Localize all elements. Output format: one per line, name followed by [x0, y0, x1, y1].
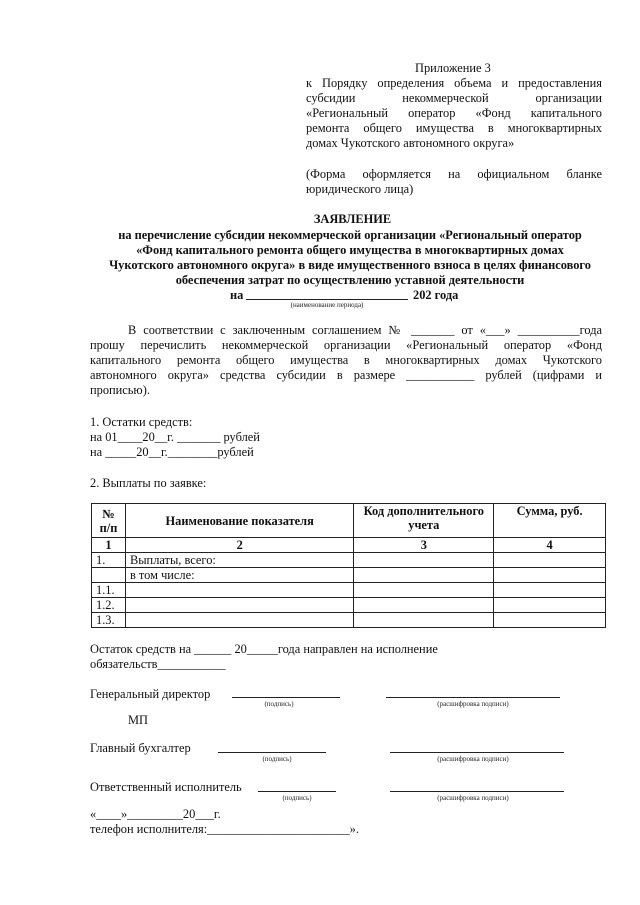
accountant-decoding-caption: (расшифровка подписи)	[437, 755, 509, 763]
row-indicator[interactable]	[125, 613, 353, 628]
stamp-label: МП	[128, 713, 148, 727]
row-amount[interactable]	[494, 583, 606, 598]
balance-line-end: на _____20__г.________рублей	[90, 445, 254, 459]
header-indicator: Наименование показателя	[125, 504, 353, 538]
period-prefix: на	[230, 288, 244, 302]
appendix-line: домах Чукотского автономного округа»	[306, 136, 515, 150]
col-number-2: 2	[125, 538, 353, 553]
statement-heading: ЗАЯВЛЕНИЕ	[313, 212, 392, 226]
request-paragraph	[90, 323, 602, 398]
period-field[interactable]	[246, 299, 408, 300]
accountant-signature-caption: (подпись)	[262, 755, 292, 763]
row-indicator: в том числе:	[125, 568, 353, 583]
subtitle-line: «Фонд капитального ремонта общего имущества в многоквартирных домах	[136, 243, 564, 257]
executor-decoding-field[interactable]	[390, 791, 564, 792]
director-decoding-caption: (расшифровка подписи)	[437, 700, 509, 708]
balances-heading: 1. Остатки средств:	[90, 415, 193, 429]
phone-line[interactable]: телефон исполнителя:_______________________».	[90, 822, 359, 836]
executor-signature-caption: (подпись)	[282, 794, 312, 802]
row-indicator[interactable]	[125, 583, 353, 598]
appendix-line: субсидии некоммерческой организации	[306, 91, 602, 105]
balance-line-start: на 01____20__г. _______ рублей	[90, 430, 260, 444]
form-note	[306, 167, 602, 197]
director-signature-field[interactable]	[232, 697, 340, 698]
remainder-line: Остаток средств на ______ 20_____года направлен на исполнение	[90, 642, 438, 656]
header-code: Код дополнительного учета	[354, 504, 494, 538]
executor-signature-field[interactable]	[258, 791, 336, 792]
request-line: прописью).	[90, 383, 150, 397]
request-line: прошу перечислить некоммерческой организации «Региональный оператор «Фонд	[90, 338, 602, 352]
appendix-title: Приложение 3	[415, 61, 491, 75]
executor-decoding-caption: (расшифровка подписи)	[437, 794, 509, 802]
row-number: 1.2.	[92, 598, 126, 613]
period-suffix: 202 года	[413, 288, 459, 302]
subtitle-line: обеспечения затрат по осуществлению уставной деятельности	[175, 273, 525, 287]
row-number: 1.3.	[92, 613, 126, 628]
subtitle-line: на перечисление субсидии некоммерческой организации «Региональный оператор	[118, 228, 582, 242]
payments-heading: 2. Выплаты по заявке:	[90, 476, 207, 490]
col-number-1: 1	[92, 538, 126, 553]
form-note-line: (Форма оформляется на официальном бланке	[306, 167, 602, 181]
form-note-line: юридического лица)	[306, 182, 414, 196]
statement-subtitle	[60, 228, 640, 288]
row-number	[92, 568, 126, 583]
subtitle-line: Чукотского автономного округа» в виде имущественного взноса в целях финансового	[109, 258, 591, 272]
row-indicator[interactable]	[125, 598, 353, 613]
request-line: В соответствии с заключенным соглашением № _______ от «___» __________года	[128, 323, 602, 337]
row-amount[interactable]	[494, 598, 606, 613]
table-row	[92, 613, 606, 628]
request-line: капитального ремонта общего имущества в многоквартирных домах Чукотского	[90, 353, 602, 367]
row-code[interactable]	[354, 568, 494, 583]
row-amount[interactable]	[494, 553, 606, 568]
table-row	[92, 583, 606, 598]
table-row	[92, 598, 606, 613]
table-row	[92, 568, 606, 583]
header-amount: Сумма, руб.	[494, 504, 606, 538]
row-indicator: Выплаты, всего:	[125, 553, 353, 568]
row-number: 1.	[92, 553, 126, 568]
row-code[interactable]	[354, 613, 494, 628]
row-amount[interactable]	[494, 613, 606, 628]
col-number-3: 3	[354, 538, 494, 553]
date-line[interactable]: «____»_________20___г.	[90, 807, 221, 821]
row-code[interactable]	[354, 583, 494, 598]
table-row	[92, 553, 606, 568]
director-signature-caption: (подпись)	[264, 700, 294, 708]
payments-table	[91, 503, 606, 628]
row-amount[interactable]	[494, 568, 606, 583]
accountant-signature-field[interactable]	[218, 752, 326, 753]
appendix-line: ремонта общего имущества в многоквартирных	[306, 121, 602, 135]
header-number: № п/п	[92, 504, 126, 538]
col-number-4: 4	[494, 538, 606, 553]
appendix-paragraph	[306, 76, 602, 151]
row-code[interactable]	[354, 553, 494, 568]
period-caption: (наименование периода)	[290, 301, 364, 309]
row-code[interactable]	[354, 598, 494, 613]
accountant-label: Главный бухгалтер	[90, 741, 191, 755]
executor-label: Ответственный исполнитель	[90, 780, 242, 794]
accountant-decoding-field[interactable]	[390, 752, 564, 753]
remainder-obligations: обязательств___________	[90, 657, 226, 671]
director-decoding-field[interactable]	[386, 697, 560, 698]
appendix-line: к Порядку определения объема и предоставления	[306, 76, 602, 90]
director-label: Генеральный директор	[90, 687, 211, 701]
row-number: 1.1.	[92, 583, 126, 598]
appendix-line: «Региональный оператор «Фонд капитального	[306, 106, 602, 120]
request-line: автономного округа» средства субсидии в размере ___________ рублей (цифрами и	[90, 368, 602, 382]
